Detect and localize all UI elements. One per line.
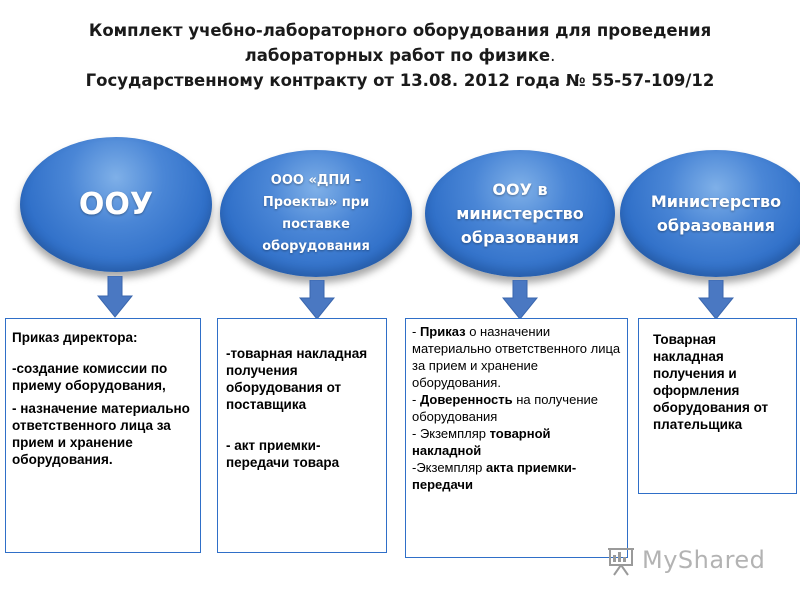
title-line-2-dot: . bbox=[550, 46, 556, 65]
box-ministry-docs-line bbox=[412, 459, 621, 493]
node-oou-ministry-line: образования bbox=[460, 227, 580, 247]
box-payer-invoice-text: Товарная накладная получения и оформления оборудования от плательщика bbox=[653, 332, 769, 432]
node-ministry-line: Министерство bbox=[650, 191, 782, 211]
watermark-text: MyShared bbox=[642, 546, 766, 574]
box-ministry-docs bbox=[405, 318, 628, 558]
arrow-down-icon bbox=[97, 276, 133, 318]
box-payer-invoice bbox=[638, 318, 797, 494]
box-director-order-item: - назначение материально ответственного лица за прием и хранение оборудования. bbox=[12, 401, 190, 467]
box-director-order-head: Приказ директора: bbox=[12, 330, 138, 345]
node-oou-label: ООУ bbox=[78, 187, 154, 222]
box-ministry-docs-line bbox=[412, 323, 621, 391]
node-dpi-projects bbox=[220, 150, 412, 277]
text-bold: акта приемки- передачи bbox=[412, 460, 577, 492]
node-dpi-line: Проекты» при bbox=[262, 194, 370, 210]
node-dpi-line: поставке bbox=[282, 216, 350, 232]
text-prefix: - Экземпляр bbox=[412, 426, 490, 441]
text-prefix: - bbox=[412, 392, 420, 407]
box-ministry-docs-line bbox=[412, 425, 621, 459]
arrow-down-icon bbox=[698, 280, 734, 320]
node-oou-ministry-line: ООУ в bbox=[492, 179, 548, 199]
box-director-order-item: -создание комиссии по приему оборудования, bbox=[12, 361, 168, 393]
node-ministry bbox=[620, 150, 800, 277]
arrow-down-icon bbox=[299, 280, 335, 320]
myshared-watermark bbox=[604, 540, 794, 580]
box-supplier-docs bbox=[217, 318, 387, 553]
arrow-down-icon bbox=[502, 280, 538, 320]
box-director-order bbox=[5, 318, 201, 553]
box-supplier-docs-item: -товарная накладная получения оборудования от поставщика bbox=[226, 346, 368, 412]
node-ministry-line: образования bbox=[656, 215, 776, 235]
node-oou bbox=[20, 137, 212, 272]
text-rest: на получение оборудования bbox=[412, 392, 598, 424]
box-supplier-docs-item: - акт приемки-передачи товара bbox=[226, 438, 340, 470]
text-bold: Приказ bbox=[419, 324, 466, 339]
node-oou-to-ministry bbox=[425, 150, 615, 277]
page-title bbox=[20, 18, 780, 93]
text-bold: товарной накладной bbox=[412, 426, 551, 458]
title-line-1: Комплект учебно-лабораторного оборудования для проведения bbox=[88, 21, 712, 40]
title-line-2-text: лабораторных работ по физике bbox=[244, 46, 551, 65]
text-prefix: - bbox=[412, 324, 420, 339]
presentation-board-icon bbox=[604, 543, 638, 577]
node-oou-ministry-line: министерство bbox=[456, 203, 584, 223]
box-ministry-docs-line bbox=[412, 391, 621, 425]
text-prefix: -Экземпляр bbox=[412, 460, 486, 475]
node-dpi-line: оборудования bbox=[262, 238, 370, 254]
title-line-3: Государственному контракту от 13.08. 2012 года № 55-57-109/12 bbox=[85, 71, 715, 90]
title-line-2 bbox=[20, 43, 780, 68]
text-rest: о назначении материально ответственного лица за прием и хранение оборудования. bbox=[412, 324, 621, 390]
node-dpi-line: ООО «ДПИ – bbox=[270, 172, 362, 188]
text-bold: Доверенность bbox=[419, 392, 513, 407]
